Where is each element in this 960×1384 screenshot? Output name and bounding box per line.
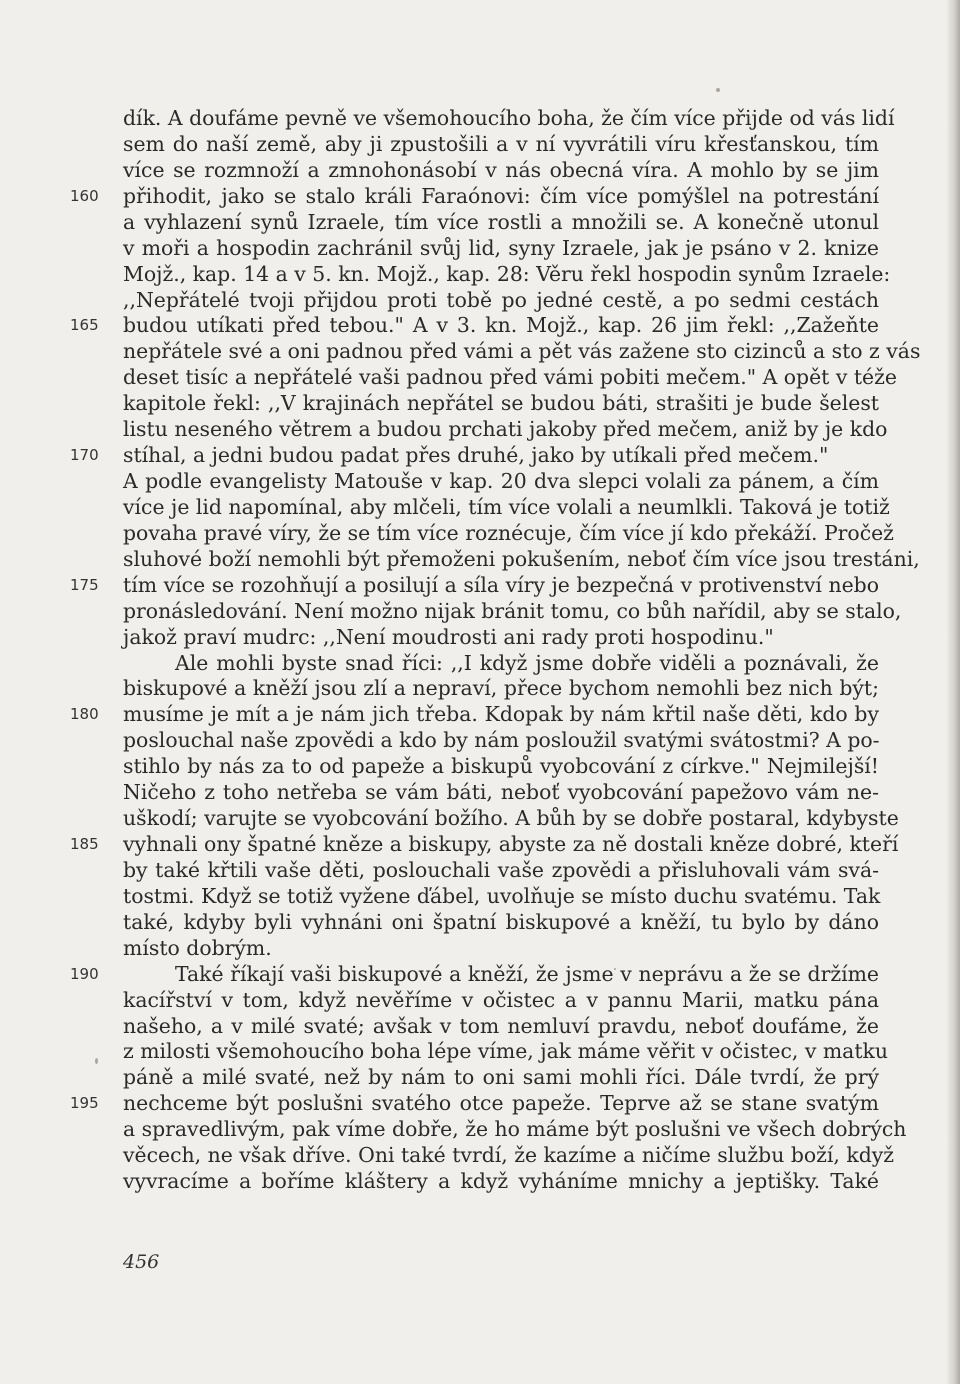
text-line: nechceme být poslušni svatého otce papeže. Teprve až se stane svatým — [123, 1091, 879, 1115]
paper-speck — [716, 88, 720, 92]
text-line: A podle evangelisty Matouše v kap. 20 dva slepci volali za pánem, a čím — [123, 469, 879, 493]
text-line: přihodit, jako se stalo králi Faraónovi: čím více pomýšlel na potrestání — [123, 184, 879, 208]
text-line: a spravedlivým, pak víme dobře, že ho máme být poslušni ve všech dobrých — [123, 1117, 907, 1141]
text-line: povaha pravé víry, že se tím více roznécuje, čím více jí kdo překáží. Pročež — [123, 521, 894, 545]
text-line: tostmi. Když se totiž vyžene ďábel, uvolňuje se místo duchu svatému. Tak — [123, 884, 881, 908]
text-line: našeho, a v milé svaté; avšak v tom nemluví pravdu, neboť doufáme, že — [123, 1014, 879, 1038]
text-line: více se rozmnoží a zmnohonásobí v nás obecná víra. A mohlo by se jim — [123, 158, 879, 182]
line-number: 175 — [70, 576, 99, 594]
text-line: poslouchal naše zpovědi a kdo by nám posloužil svatými svátostmi? A po- — [123, 728, 880, 752]
text-line: Ale mohli byste snad říci: ,,I když jsme dobře viděli a poznávali, že — [175, 651, 879, 675]
text-line: jakož praví mudrc: ,,Není moudrosti ani rady proti hospodinu." — [123, 625, 774, 649]
line-number: 195 — [70, 1094, 99, 1112]
text-line: ,,Nepřátelé tvoji přijdou proti tobě po jedné cestě, a po sedmi cestách — [123, 288, 879, 312]
text-line: listu neseného větrem a budou prchati jakoby před mečem, aniž by je kdo — [123, 417, 888, 441]
text-line: z milosti všemohoucího boha lépe víme, jak máme věřit v očistec, v matku — [123, 1039, 888, 1063]
text-line: biskupové a kněží jsou zlí a nepraví, přece bychom nemohli bez nich být; — [123, 676, 879, 700]
line-number: 165 — [70, 316, 99, 334]
text-line: budou utíkati před tebou." A v 3. kn. Mojž., kap. 26 jim řekl: ,,Zažeňte — [123, 313, 879, 337]
line-number: 190 — [70, 965, 99, 983]
line-number: 160 — [70, 187, 99, 205]
text-line: musíme je mít a je nám jich třeba. Kdopak by nám křtil naše děti, kdo by — [123, 702, 879, 726]
text-line: věcech, ne však dříve. Oni také tvrdí, že kazíme a ničíme službu boží, když — [123, 1143, 895, 1167]
text-line: sluhové boží nemohli být přemoženi pokušením, neboť čím více jsou trestáni, — [123, 547, 920, 571]
text-line: Také říkají vaši biskupové a kněží, že jsme v neprávu a že se držíme — [175, 962, 879, 986]
page-edge-shadow — [946, 0, 960, 1384]
text-line: pronásledování. Není možno nijak bránit tomu, co bůh nařídil, aby se stalo, — [123, 599, 902, 623]
paper-speck — [95, 1058, 98, 1064]
text-line: deset tisíc a nepřátelé vaši padnou před vámi pobiti mečem." A opět v téže — [123, 365, 897, 389]
text-line: sem do naší země, aby ji zpustošili a v ní vyvrátili víru křesťanskou, tím — [123, 132, 879, 156]
text-line: stíhal, a jedni budou padat přes druhé, jako by utíkali před mečem." — [123, 443, 829, 467]
line-number: 180 — [70, 705, 99, 723]
text-line: nepřátele své a oni padnou před vámi a pět vás zažene sto cizinců a sto z vás — [123, 339, 921, 363]
text-line: by také křtili vaše děti, poslouchali vaše zpovědi a přisluhovali vám svá- — [123, 858, 879, 882]
text-line: a vyhlazení synů Izraele, tím více rostli a množili se. A konečně utonul — [123, 210, 879, 234]
text-line: vyvracíme a boříme kláštery a když vyháníme mnichy a jeptišky. Také — [123, 1169, 879, 1193]
page-number: 456 — [123, 1251, 160, 1273]
text-line: tím více se rozohňují a posilují a síla víry je bezpečná v protivenství nebo — [123, 573, 879, 597]
text-line: více je lid napomínal, aby mlčeli, tím více volali a neumlkli. Taková je totiž — [123, 495, 890, 519]
text-line: kacířství v tom, když nevěříme v očistec a v pannu Marii, matku pána — [123, 988, 879, 1012]
text-line: v moři a hospodin zachránil svůj lid, syny Izraele, jak je psáno v 2. knize — [123, 236, 879, 260]
text-line: uškodí; varujte se vyobcování božího. A bůh by se dobře postaral, kdybyste — [123, 806, 899, 830]
text-line: také, kdyby byli vyhnáni oni špatní biskupové a kněží, tu bylo by dáno — [123, 910, 879, 934]
line-number: 170 — [70, 446, 99, 464]
line-number: 185 — [70, 835, 99, 853]
text-line: místo dobrým. — [123, 936, 272, 960]
text-line: vyhnali ony špatné kněze a biskupy, abyste za ně dostali kněze dobré, kteří — [123, 832, 899, 856]
text-line: stihlo by nás za to od papeže a biskupů vyobcování z církve." Nejmilejší! — [123, 754, 879, 778]
text-line: Mojž., kap. 14 a v 5. kn. Mojž., kap. 28: Věru řekl hospodin synům Izraele: — [123, 262, 891, 286]
text-line: dík. A doufáme pevně ve všemohoucího boha, že čím více přijde od vás lidí — [123, 106, 895, 130]
text-line: Ničeho z toho netřeba se vám báti, neboť vyobcování papežovo vám ne- — [123, 780, 879, 804]
text-line: páně a milé svaté, než by nám to oni sami mohli říci. Dále tvrdí, že prý — [123, 1065, 879, 1089]
text-line: kapitole řekl: ,,V krajinách nepřátel se budou báti, strašiti je bude šelest — [123, 391, 879, 415]
